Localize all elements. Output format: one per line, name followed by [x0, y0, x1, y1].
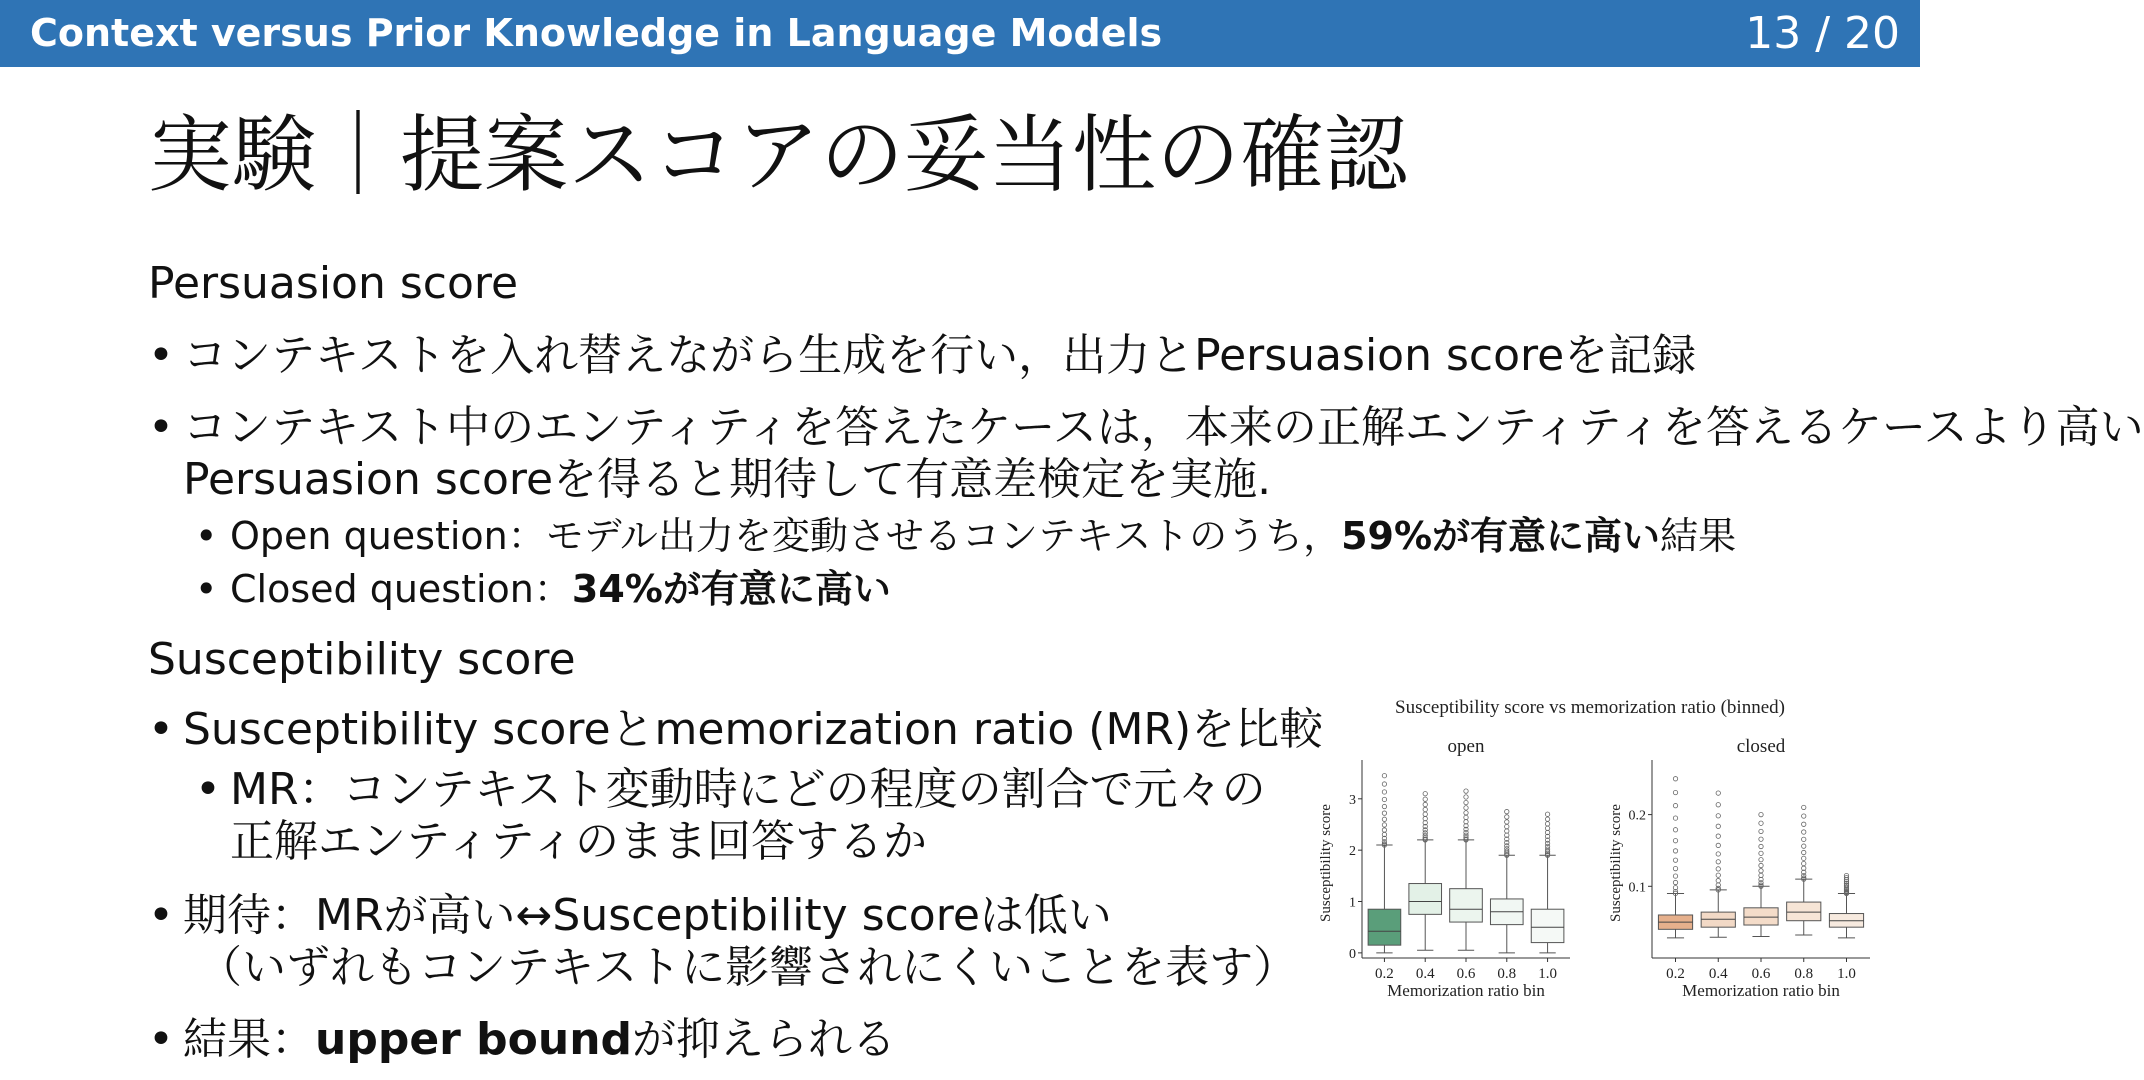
outlier-point: [1423, 812, 1427, 816]
y-tick-label: 3: [1349, 792, 1356, 808]
bullet-text: Susceptibility scoreとmemorization ratio (MR)を比較: [183, 704, 1324, 755]
header-bar: [0, 0, 1920, 67]
bullet-dot: •: [195, 764, 221, 815]
y-tick-label: 1: [1349, 895, 1356, 911]
outlier-point: [1464, 811, 1468, 815]
outlier-point: [1382, 828, 1386, 832]
presentation-title: Context versus Prior Knowledge in Language Models: [30, 11, 1163, 55]
outlier-point: [1802, 805, 1806, 809]
outlier-point: [1802, 856, 1806, 860]
outlier-point: [1759, 844, 1763, 848]
outlier-point: [1382, 790, 1386, 794]
outlier-point: [1673, 866, 1677, 870]
outlier-point: [1505, 809, 1509, 813]
bullet-text: [230, 510, 1736, 562]
box: [1450, 889, 1483, 922]
outlier-point: [1382, 817, 1386, 821]
x-tick-label: 0.6: [1751, 966, 1771, 982]
box: [1368, 909, 1401, 945]
boxplot-svg: [1300, 690, 1900, 1015]
outlier-point: [1673, 839, 1677, 843]
outlier-point: [1716, 873, 1720, 877]
outlier-point: [1382, 811, 1386, 815]
text-part: 結果：: [183, 1014, 315, 1065]
outlier-point: [1673, 777, 1677, 781]
outlier-point: [1673, 816, 1677, 820]
x-tick-label: 1.0: [1837, 966, 1856, 982]
outlier-point: [1545, 812, 1549, 816]
outlier-point: [1716, 843, 1720, 847]
outlier-point: [1759, 821, 1763, 825]
text-part: が抑えられる: [632, 1014, 897, 1065]
text-part: 結果: [1660, 514, 1737, 558]
outlier-point: [1802, 850, 1806, 854]
bullet-dot: •: [148, 330, 174, 381]
emphasis-text: 34%が有意に高い: [571, 567, 891, 611]
box: [1744, 908, 1778, 925]
chart-title: Susceptibility score vs memorization ratio (binned): [1395, 697, 1785, 718]
outlier-point: [1464, 815, 1468, 819]
bullet-dot: •: [148, 402, 174, 453]
outlier-point: [1673, 880, 1677, 884]
y-axis-label: Susceptibility score: [1318, 804, 1334, 922]
outlier-point: [1802, 837, 1806, 841]
outlier-point: [1802, 822, 1806, 826]
outlier-point: [1382, 782, 1386, 786]
x-tick-label: 0.4: [1708, 966, 1728, 982]
x-tick-label: 0.2: [1666, 966, 1685, 982]
outlier-point: [1802, 814, 1806, 818]
x-axis-label: Memorization ratio bin: [1682, 981, 1840, 1000]
outlier-point: [1545, 822, 1549, 826]
outlier-point: [1545, 817, 1549, 821]
outlier-point: [1423, 802, 1427, 806]
outlier-point: [1673, 828, 1677, 832]
outlier-point: [1382, 823, 1386, 827]
x-tick-label: 0.8: [1497, 966, 1517, 982]
susceptibility-heading: Susceptibility score: [148, 634, 576, 685]
outlier-point: [1802, 861, 1806, 865]
outlier-point: [1716, 824, 1720, 828]
outlier-point: [1759, 857, 1763, 861]
outlier-point: [1759, 837, 1763, 841]
bullet-text: [230, 563, 891, 615]
outlier-point: [1802, 830, 1806, 834]
x-tick-label: 0.4: [1415, 966, 1435, 982]
outlier-point: [1673, 874, 1677, 878]
box: [1409, 884, 1442, 915]
outlier-point: [1505, 820, 1509, 824]
bullet-text: MR：コンテキスト変動時にどの程度の割合で元々の: [230, 764, 1266, 815]
outlier-point: [1759, 829, 1763, 833]
outlier-point: [1673, 803, 1677, 807]
bullet-text: コンテキストを入れ替えながら生成を行い，出力とPersuasion scoreを記録: [183, 330, 1697, 381]
y-tick-label: 0.2: [1628, 808, 1646, 824]
outlier-point: [1716, 814, 1720, 818]
outlier-point: [1423, 797, 1427, 801]
outlier-point: [1673, 858, 1677, 862]
outlier-point: [1716, 867, 1720, 871]
x-tick-label: 0.8: [1794, 966, 1814, 982]
outlier-point: [1716, 791, 1720, 795]
text-part: Closed question：: [230, 567, 572, 611]
outlier-point: [1464, 806, 1468, 810]
outlier-point: [1716, 852, 1720, 856]
x-tick-label: 1.0: [1538, 966, 1557, 982]
outlier-point: [1423, 791, 1427, 795]
y-axis-label: Susceptibility score: [1608, 804, 1624, 922]
text-part: Open question：モデル出力を変動させるコンテキストのうち，: [230, 514, 1342, 558]
bullet-text: 期待：MRが高い↔Susceptibility scoreは低い: [183, 890, 1112, 941]
outlier-point: [1382, 774, 1386, 778]
panel-subtitle: open: [1447, 736, 1485, 757]
bullet-text: Persuasion scoreを得ると期待して有意差検定を実施.: [183, 454, 1272, 505]
outlier-point: [1464, 795, 1468, 799]
outlier-point: [1505, 829, 1509, 833]
outlier-point: [1673, 849, 1677, 853]
x-tick-label: 0.2: [1375, 966, 1394, 982]
y-tick-label: 2: [1349, 844, 1356, 860]
emphasis-text: upper bound: [315, 1014, 633, 1065]
page-number: 13 / 20: [1745, 8, 1900, 59]
outlier-point: [1759, 851, 1763, 855]
outlier-point: [1382, 797, 1386, 801]
outlier-point: [1716, 883, 1720, 887]
emphasis-text: 59%が有意に高い: [1341, 514, 1661, 558]
bullet-dot: •: [148, 1014, 174, 1065]
bullet-text: （いずれもコンテキストに影響されにくいことを表す）: [198, 942, 1298, 993]
slide-title: 実験｜提案スコアの妥当性の確認: [148, 106, 1409, 204]
outlier-point: [1716, 860, 1720, 864]
y-tick-label: 0.1: [1628, 880, 1646, 896]
outlier-point: [1464, 789, 1468, 793]
panel-subtitle: closed: [1736, 736, 1786, 757]
outlier-point: [1464, 800, 1468, 804]
boxplot-figure: [1300, 690, 1900, 1015]
outlier-point: [1716, 834, 1720, 838]
x-axis-label: Memorization ratio bin: [1387, 981, 1545, 1000]
outlier-point: [1716, 803, 1720, 807]
y-tick-label: 0: [1349, 946, 1356, 962]
persuasion-heading: Persuasion score: [148, 258, 519, 309]
outlier-point: [1505, 824, 1509, 828]
outlier-point: [1545, 826, 1549, 830]
outlier-point: [1759, 812, 1763, 816]
outlier-point: [1802, 844, 1806, 848]
box: [1787, 902, 1821, 921]
outlier-point: [1759, 863, 1763, 867]
box: [1531, 909, 1564, 942]
bullet-dot: •: [148, 704, 174, 755]
bullet-dot: •: [195, 567, 218, 611]
outlier-point: [1759, 869, 1763, 873]
bullet-text: [183, 1012, 896, 1068]
outlier-point: [1673, 790, 1677, 794]
outlier-point: [1505, 815, 1509, 819]
x-tick-label: 0.6: [1456, 966, 1476, 982]
bullet-dot: •: [148, 890, 174, 941]
bullet-dot: •: [195, 514, 218, 558]
outlier-point: [1423, 807, 1427, 811]
outlier-point: [1382, 804, 1386, 808]
bullet-text: 正解エンティティのまま回答するか: [230, 816, 927, 867]
bullet-text: コンテキスト中のエンティティを答えたケースは，本来の正解エンティティを答えるケースより高い: [183, 402, 2144, 453]
outlier-point: [1716, 878, 1720, 882]
